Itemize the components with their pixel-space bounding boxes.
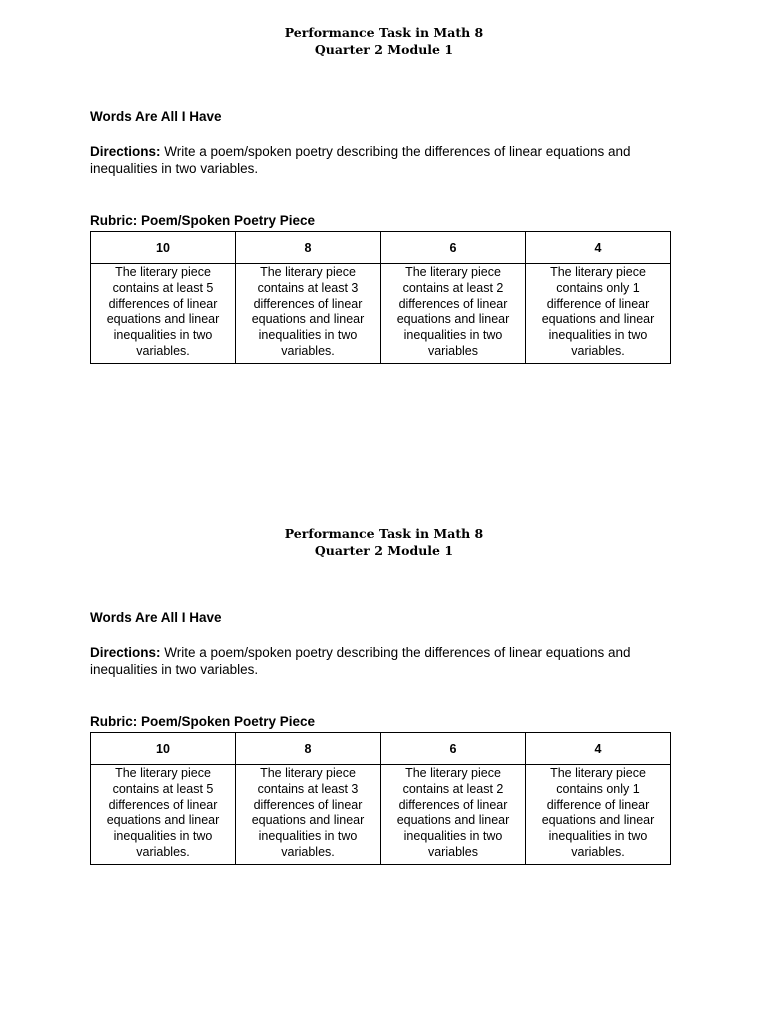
- document-title: Performance Task in Math 8: [284, 25, 484, 40]
- rubric-description-row: [91, 765, 671, 865]
- directions-text: Write a poem/spoken poetry describing the differences of linear equations and inequalities in two variables.: [90, 144, 631, 176]
- rubric-score-header: 4: [526, 733, 671, 765]
- rubric-score-header: 10: [91, 232, 236, 264]
- rubric-score-header: 6: [381, 232, 526, 264]
- rubric-header-row: [91, 733, 671, 765]
- rubric-score-header: 8: [236, 232, 381, 264]
- rubric-description-cell: The literary piece contains only 1 difference of linear equations and linear inequalities in two variables.: [526, 765, 671, 865]
- task-section-2: [0, 501, 768, 1001]
- rubric-description-cell: The literary piece contains only 1 difference of linear equations and linear inequalities in two variables.: [526, 264, 671, 364]
- document-title: Performance Task in Math 8: [284, 526, 484, 541]
- directions-label: Directions:: [90, 144, 161, 159]
- rubric-score-header: 8: [236, 733, 381, 765]
- rubric-description-cell: The literary piece contains at least 5 differences of linear equations and linear inequalities in two variables.: [91, 765, 236, 865]
- directions-text: Write a poem/spoken poetry describing the differences of linear equations and inequalities in two variables.: [90, 645, 631, 677]
- rubric-score-header: 10: [91, 733, 236, 765]
- directions-paragraph: [90, 644, 690, 678]
- rubric-score-header: 6: [381, 733, 526, 765]
- task-heading: Words Are All I Have: [90, 610, 222, 625]
- task-section-1: [0, 0, 768, 500]
- rubric-description-cell: The literary piece contains at least 2 differences of linear equations and linear inequalities in two variables: [381, 765, 526, 865]
- rubric-description-row: [91, 264, 671, 364]
- directions-paragraph: [90, 143, 690, 177]
- task-heading: Words Are All I Have: [90, 109, 222, 124]
- rubric-table: [90, 231, 671, 364]
- rubric-title: Rubric: Poem/Spoken Poetry Piece: [90, 213, 316, 228]
- document-subtitle: Quarter 2 Module 1: [314, 543, 454, 558]
- rubric-score-header: 4: [526, 232, 671, 264]
- rubric-header-row: [91, 232, 671, 264]
- rubric-description-cell: The literary piece contains at least 3 differences of linear equations and linear inequalities in two variables.: [236, 264, 381, 364]
- directions-label: Directions:: [90, 645, 161, 660]
- rubric-title: Rubric: Poem/Spoken Poetry Piece: [90, 714, 316, 729]
- rubric-description-cell: The literary piece contains at least 5 differences of linear equations and linear inequalities in two variables.: [91, 264, 236, 364]
- document-subtitle: Quarter 2 Module 1: [314, 42, 454, 57]
- rubric-table: [90, 732, 671, 865]
- rubric-description-cell: The literary piece contains at least 2 differences of linear equations and linear inequalities in two variables: [381, 264, 526, 364]
- rubric-description-cell: The literary piece contains at least 3 differences of linear equations and linear inequalities in two variables.: [236, 765, 381, 865]
